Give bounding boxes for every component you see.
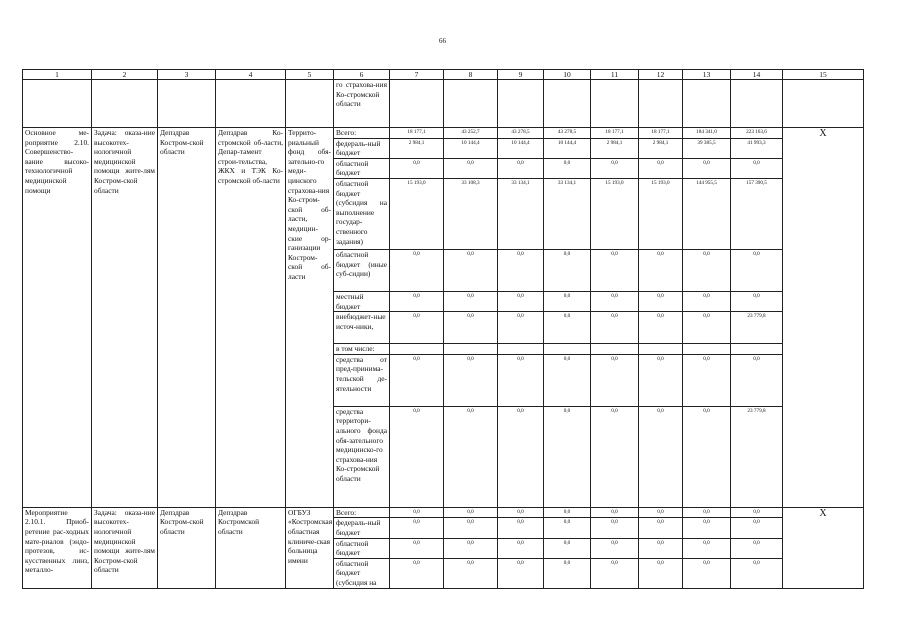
amount-cell: 0,0 [444,518,498,538]
column-number-4: 4 [216,70,286,80]
amount-cell: 33 134,1 [544,178,591,249]
amount-cell: 18 177,1 [390,128,444,139]
column-number-5: 5 [286,70,334,80]
participant: Террито-риальный фонд обя-зательно-го меди-цинского страхова-ния Ко-стром-ской об-ласти, медицин-ские ор-ганизации Костром-ской об-ласти [286,128,334,508]
responsible-executor: Депздрав Ко-стромской об-ласти, Депар-тамент строи-тельства, ЖКХ и ТЭК Ко-стромской об-ласти [216,128,286,508]
amount-cell: 0,0 [683,158,731,178]
amount-cell: 0,0 [639,518,683,538]
amount-cell: 0,0 [683,558,731,588]
funding-source-label: Всего: [334,507,390,518]
amount-cell: 10 144,4 [498,138,544,158]
amount-cell: 0,0 [683,507,731,518]
column-number-row [23,70,864,80]
amount-cell: 0,0 [390,518,444,538]
amount-cell: 18 177,1 [591,128,639,139]
column-number-12: 12 [639,70,683,80]
page-number: 66 [439,37,446,45]
coordinator: Депздрав Костром-ской области [158,128,216,508]
amount-cell: 0,0 [544,291,591,311]
amount-cell: 0,0 [444,538,498,558]
column-number-3: 3 [158,70,216,80]
amount-cell: 0,0 [444,312,498,344]
amount-cell: 0,0 [639,538,683,558]
amount-cell: 0,0 [639,312,683,344]
amount-cell [683,344,731,355]
amount-cell: 0,0 [591,507,639,518]
column-number-9: 9 [498,70,544,80]
amount-cell: 33 108,3 [444,178,498,249]
amount-cell: 0,0 [591,291,639,311]
amount-cell: 43 278,5 [544,128,591,139]
amount-cell: 0,0 [544,406,591,507]
amount-cell: 23 779,8 [731,312,783,344]
amount-cell: 15 193,0 [390,178,444,249]
amount-cell: 0,0 [639,158,683,178]
amount-cell: 0,0 [683,354,731,406]
amount-cell: 0,0 [390,507,444,518]
amount-cell [444,344,498,355]
amount-cell: 0,0 [591,249,639,291]
amount-cell [639,344,683,355]
funding-row [23,128,864,139]
amount-cell: 2 984,1 [591,138,639,158]
column-number-6: 6 [334,70,390,80]
funding-row [23,507,864,518]
amount-cell: 18 177,1 [639,128,683,139]
amount-cell: 0,0 [731,354,783,406]
funding-source-label: средства территори-ального фонда обя-зательного медицинско-го страхова-ния Ко-стромской области [334,406,390,507]
column-number-2: 2 [92,70,158,80]
amount-cell: 0,0 [390,406,444,507]
amount-cell: 0,0 [498,538,544,558]
amount-cell [390,344,444,355]
continuation-label: го страхова-ния Ко-стромской области [334,80,390,128]
funding-source-label: областной бюджет (иные суб-сидии) [334,249,390,291]
amount-cell: 0,0 [591,354,639,406]
amount-cell: 0,0 [444,354,498,406]
funding-source-label: в том числе: [334,344,390,355]
amount-cell: 0,0 [498,507,544,518]
amount-cell: 0,0 [591,558,639,588]
amount-cell: 0,0 [639,249,683,291]
funding-source-label: федераль-ный бюджет [334,138,390,158]
block-main-activity-2-10 [23,128,864,508]
amount-cell: 0,0 [639,558,683,588]
amount-cell: 0,0 [639,354,683,406]
amount-cell: 15 193,0 [591,178,639,249]
column-number-14: 14 [731,70,783,80]
amount-cell: 0,0 [390,249,444,291]
amount-cell: 0,0 [544,158,591,178]
amount-cell: 43 252,7 [444,128,498,139]
amount-cell: 43 278,5 [498,128,544,139]
amount-cell: 0,0 [591,312,639,344]
amount-cell: 2 984,1 [390,138,444,158]
amount-cell: 0,0 [544,518,591,538]
column-number-13: 13 [683,70,731,80]
amount-cell: 0,0 [498,158,544,178]
amount-cell: 0,0 [731,158,783,178]
amount-cell: 0,0 [498,354,544,406]
amount-cell: 0,0 [591,538,639,558]
funding-source-label: областной бюджет [334,158,390,178]
funding-source-label: Всего: [334,128,390,139]
amount-cell: 0,0 [731,558,783,588]
funding-source-label: внебюджет-ные источ-ники, [334,312,390,344]
amount-cell: 0,0 [731,249,783,291]
amount-cell: 0,0 [731,538,783,558]
funding-source-label: средства от пред-принима-тельской де-ятельности [334,354,390,406]
amount-cell: 0,0 [731,507,783,518]
amount-cell: 0,0 [498,249,544,291]
column-number-8: 8 [444,70,498,80]
amount-cell [591,344,639,355]
column-number-10: 10 [544,70,591,80]
amount-cell [544,344,591,355]
amount-cell: 0,0 [683,312,731,344]
amount-cell: 15 193,0 [639,178,683,249]
funding-source-label: федераль-ный бюджет [334,518,390,538]
participant: ОГБУЗ «Костромская областная клиниче-ская больница имени [286,507,334,588]
amount-cell: 144 955,5 [683,178,731,249]
amount-cell: 0,0 [731,518,783,538]
amount-cell: 0,0 [498,518,544,538]
responsible-executor: Депздрав Костромской области [216,507,286,588]
amount-cell: 0,0 [390,538,444,558]
amount-cell: 0,0 [683,291,731,311]
amount-cell: 0,0 [444,558,498,588]
amount-cell: 0,0 [498,558,544,588]
amount-cell: 0,0 [544,558,591,588]
amount-cell: 41 993,3 [731,138,783,158]
amount-cell: 23 779,8 [731,406,783,507]
column-number-7: 7 [390,70,444,80]
amount-cell: 0,0 [390,354,444,406]
amount-cell: 0,0 [498,312,544,344]
amount-cell: 10 144,4 [544,138,591,158]
coordinator: Депздрав Костром-ской области [158,507,216,588]
funding-source-label: областной бюджет (субсидия на выполнение государ-ственного задания) [334,178,390,249]
amount-cell: 223 163,6 [731,128,783,139]
block-activity-2-10-1 [23,507,864,588]
amount-cell: 0,0 [498,406,544,507]
amount-cell: 0,0 [591,406,639,507]
measure-name: Основное ме-роприятие 2.10. Совершенство-вание высоко-технологичной медицинской помощи [23,128,92,508]
amount-cell: 0,0 [544,507,591,518]
amount-cell: 0,0 [390,558,444,588]
amount-cell: 0,0 [444,406,498,507]
amount-cell [731,344,783,355]
amount-cell: 0,0 [639,291,683,311]
amount-cell: 0,0 [444,249,498,291]
indicator-mark: X [783,507,864,588]
amount-cell: 10 144,4 [444,138,498,158]
column-number-15: 15 [783,70,864,80]
measure-name: Мероприятие 2.10.1. Приоб-ретение рас-ходных мате-риалов (эндо-протезов, ис-кусственных линз, металло- [23,507,92,588]
amount-cell: 0,0 [444,507,498,518]
amount-cell: 0,0 [683,249,731,291]
amount-cell: 157 390,5 [731,178,783,249]
amount-cell: 0,0 [639,507,683,518]
amount-cell: 0,0 [390,291,444,311]
amount-cell: 0,0 [731,291,783,311]
funding-source-label: областной бюджет [334,538,390,558]
task-description: Задача: оказа-ние высокотех-нологичной медицинской помощи жите-лям Костром-ской области [92,507,158,588]
amount-cell: 0,0 [591,518,639,538]
funding-source-label: областной бюджет (субсидия на [334,558,390,588]
amount-cell: 0,0 [544,354,591,406]
funding-source-label: местный бюджет [334,291,390,311]
amount-cell: 0,0 [444,158,498,178]
amount-cell: 0,0 [683,406,731,507]
continuation-row [23,80,864,128]
amount-cell: 0,0 [498,291,544,311]
amount-cell: 0,0 [390,158,444,178]
amount-cell: 2 984,1 [639,138,683,158]
amount-cell: 184 341,0 [683,128,731,139]
amount-cell: 0,0 [591,158,639,178]
task-description: Задача: оказа-ние высокотех-нологичной медицинской помощи жите-лям Костром-ской области [92,128,158,508]
amount-cell: 0,0 [444,291,498,311]
amount-cell: 0,0 [544,312,591,344]
column-number-1: 1 [23,70,92,80]
amount-cell: 0,0 [683,518,731,538]
column-number-11: 11 [591,70,639,80]
amount-cell: 0,0 [639,406,683,507]
amount-cell: 0,0 [683,538,731,558]
budget-table [22,69,864,589]
amount-cell [498,344,544,355]
amount-cell: 39 385,5 [683,138,731,158]
amount-cell: 33 134,1 [498,178,544,249]
amount-cell: 0,0 [544,538,591,558]
amount-cell: 0,0 [544,249,591,291]
indicator-mark: X [783,128,864,508]
amount-cell: 0,0 [390,312,444,344]
